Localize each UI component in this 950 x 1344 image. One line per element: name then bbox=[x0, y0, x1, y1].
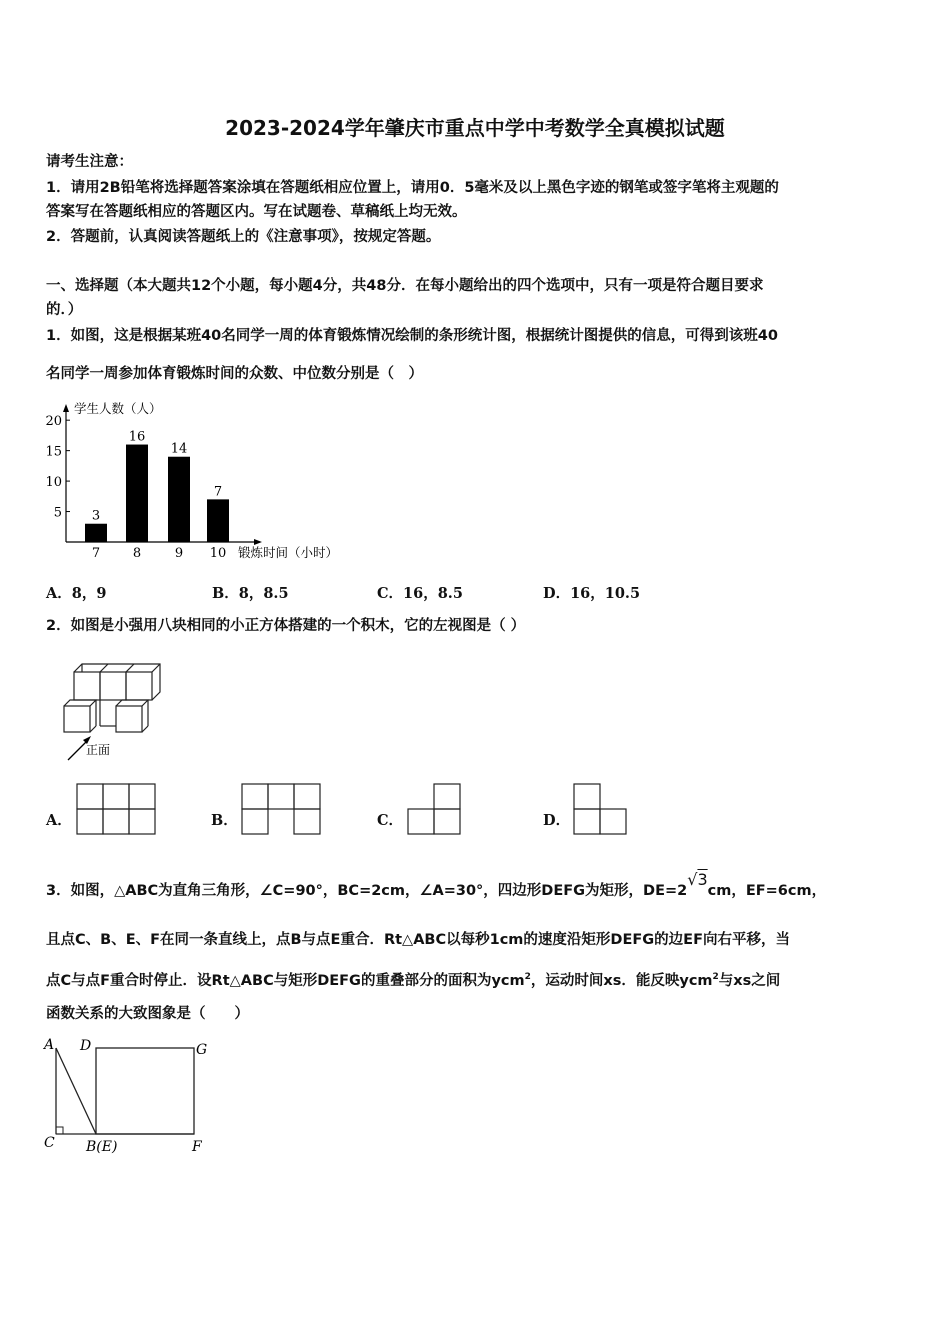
bar-label-10: 7 bbox=[213, 484, 223, 500]
notice-line-2: 2．答题前，认真阅读答题纸上的《注意事项》，按规定答题。 bbox=[46, 229, 441, 245]
front-arrow bbox=[68, 740, 88, 760]
x-tick-label-9: 9 bbox=[174, 546, 184, 561]
x-tick-label-8: 8 bbox=[132, 546, 142, 561]
rectangle-defg bbox=[96, 1048, 194, 1134]
q3-line3-part-b: ，运动时间xs．能反映ycm bbox=[530, 972, 713, 989]
q2-option-c-label[interactable]: C． bbox=[377, 812, 404, 829]
label-g: G bbox=[196, 1042, 208, 1058]
label-f: F bbox=[192, 1139, 202, 1155]
q3-line3-part-c: 与xs之间 bbox=[718, 972, 781, 989]
bar-9 bbox=[168, 457, 190, 542]
bar-8 bbox=[126, 445, 148, 542]
sqrt-radicand: 3 bbox=[697, 870, 708, 889]
y-axis-arrow bbox=[63, 404, 69, 412]
q1-option-b[interactable]: B．8，8.5 bbox=[212, 585, 289, 602]
q3-line1-part-a: 3．如图，△ABC为直角三角形，∠C=90°，BC=2cm，∠A=30°，四边形DEFG为矩形，DE=2 bbox=[46, 883, 688, 899]
q3-geometry-figure bbox=[40, 1034, 220, 1158]
q3-line2: 且点C、B、E、F在同一条直线上，点B与点E重合．Rt△ABC以每秒1cm的速度沿矩形DEFG的边EF向右平移，当 bbox=[46, 932, 790, 948]
label-d: D bbox=[80, 1038, 92, 1054]
q1-line2: 名同学一周参加体育锻炼时间的众数、中位数分别是（ ） bbox=[46, 366, 423, 382]
q2-option-b-label[interactable]: B． bbox=[211, 812, 238, 829]
q1-option-c[interactable]: C．16，8.5 bbox=[377, 585, 463, 602]
y-tick-label-5: 5 bbox=[53, 505, 62, 521]
bar-label-9: 14 bbox=[170, 441, 188, 457]
label-be: B(E) bbox=[86, 1139, 118, 1155]
segment-ab bbox=[56, 1048, 96, 1134]
front-label: 正面 bbox=[86, 743, 111, 757]
x-tick-label-7: 7 bbox=[91, 546, 101, 561]
superscript-2b: 2 bbox=[712, 972, 719, 982]
q3-line1-part-b: cm，EF=6cm， bbox=[707, 883, 827, 899]
page-title: 2023-2024学年肇庆市重点中学中考数学全真模拟试题 bbox=[225, 116, 725, 140]
label-c: C bbox=[44, 1135, 55, 1151]
q2-option-d-label[interactable]: D． bbox=[543, 812, 571, 829]
q2-line: 2．如图是小强用八块相同的小正方体搭建的一个积木，它的左视图是（ ） bbox=[46, 618, 526, 634]
q3-line3-part-a: 点C与点F重合时停止．设Rt△ABC与矩形DEFG的重叠部分的面积为ycm bbox=[46, 972, 525, 989]
superscript-2: 2 bbox=[524, 972, 531, 982]
q2-option-d-figure[interactable] bbox=[573, 783, 629, 835]
bar-10 bbox=[207, 499, 229, 542]
sqrt-radical: √3 bbox=[687, 870, 708, 889]
notice-line-1a: 1．请用2B铅笔将选择题答案涂填在答题纸相应位置上，请用0．5毫米及以上黑色字迹的钢笔或签字笔将主观题的 bbox=[46, 180, 779, 196]
bar-label-8: 16 bbox=[128, 429, 146, 445]
y-tick-label-10: 10 bbox=[45, 475, 62, 491]
x-tick-label-10: 10 bbox=[209, 546, 227, 561]
y-tick-label-15: 15 bbox=[45, 444, 62, 460]
q1-line1: 1．如图，这是根据某班40名同学一周的体育锻炼情况绘制的条形统计图，根据统计图提供的信息，可得到该班40 bbox=[46, 328, 778, 344]
q3-line1 bbox=[46, 870, 827, 901]
q2-option-a-figure[interactable] bbox=[76, 783, 156, 835]
q2-option-a-label[interactable]: A． bbox=[46, 812, 72, 829]
section-heading-line1: 一、选择题（本大题共12个小题，每小题4分，共48分．在每小题给出的四个选项中，只有一项是符合题目要求 bbox=[46, 278, 764, 294]
label-a: A bbox=[44, 1037, 55, 1053]
y-tick-label-20: 20 bbox=[45, 414, 62, 430]
q1-bar-chart bbox=[40, 396, 370, 568]
y-axis-label: 学生人数（人） bbox=[74, 401, 162, 416]
q2-option-b-figure[interactable] bbox=[241, 783, 321, 835]
q3-line4: 函数关系的大致图象是（ ） bbox=[46, 1006, 249, 1022]
q2-option-c-figure[interactable] bbox=[407, 783, 463, 835]
notice-line-1b: 答案写在答题纸相应的答题区内。写在试题卷、草稿纸上均无效。 bbox=[46, 204, 467, 220]
bar-label-7: 3 bbox=[91, 508, 101, 524]
q3-line3 bbox=[46, 967, 780, 991]
q1-option-a[interactable]: A．8，9 bbox=[46, 585, 107, 602]
q2-block-figure bbox=[58, 660, 168, 762]
notice-heading: 请考生注意： bbox=[46, 154, 133, 170]
x-axis-label: 锻炼时间（小时） bbox=[238, 545, 339, 560]
bar-7 bbox=[85, 524, 107, 542]
section-heading-line2: 的．） bbox=[46, 302, 83, 318]
q1-option-d[interactable]: D．16，10.5 bbox=[543, 585, 641, 602]
right-angle-mark bbox=[56, 1127, 63, 1134]
